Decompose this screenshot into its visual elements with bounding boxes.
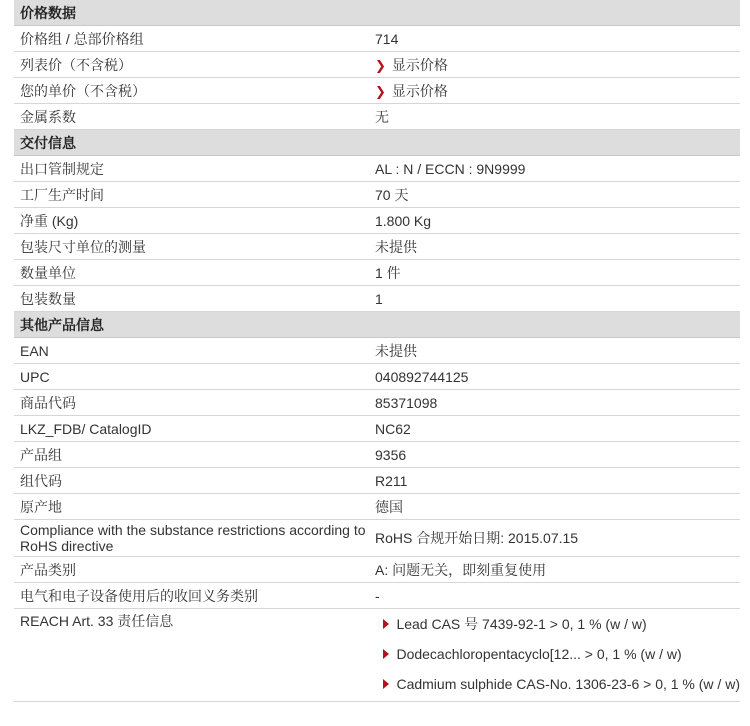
table-row bbox=[14, 468, 740, 494]
row-label: 商品代码 bbox=[20, 394, 76, 411]
table-row bbox=[14, 52, 740, 78]
table-row bbox=[14, 338, 740, 364]
row-label: 净重 (Kg) bbox=[20, 212, 79, 229]
show-list-price-link[interactable] bbox=[369, 55, 740, 75]
row-label: 列表价（不含税） bbox=[20, 56, 132, 73]
row-label: 金属系数 bbox=[20, 108, 76, 125]
table-row bbox=[14, 416, 740, 442]
table-row bbox=[14, 234, 740, 260]
reach-substance-link[interactable] bbox=[383, 639, 740, 669]
row-value: 1 件 bbox=[375, 264, 401, 281]
row-label: 产品组 bbox=[20, 446, 62, 463]
table-row bbox=[14, 78, 740, 104]
row-value: 无 bbox=[375, 108, 389, 125]
row-label: Compliance with the substance restrictions according to RoHS directive bbox=[20, 522, 366, 554]
table-row bbox=[14, 26, 740, 52]
link-label[interactable]: 显示价格 bbox=[391, 82, 448, 99]
substance-label[interactable]: Cadmium sulphide CAS-No. 1306-23-6 > 0, 1 % (w / w) bbox=[396, 676, 740, 692]
table-row bbox=[14, 364, 740, 390]
section-header-delivery: 交付信息 bbox=[14, 130, 740, 156]
row-value: - bbox=[375, 587, 380, 604]
reach-row bbox=[14, 609, 740, 702]
section-header-other: 其他产品信息 bbox=[14, 312, 740, 338]
row-label: REACH Art. 33 责任信息 bbox=[20, 613, 174, 629]
row-label: 包装数量 bbox=[20, 290, 76, 307]
row-label: 包装尺寸单位的测量 bbox=[20, 238, 146, 255]
row-value: 1 bbox=[375, 290, 383, 307]
chevron-right-icon: ❯ bbox=[375, 57, 386, 73]
row-label: LKZ_FDB/ CatalogID bbox=[20, 420, 152, 437]
table-row bbox=[14, 494, 740, 520]
product-data-table bbox=[14, 0, 740, 702]
table-row bbox=[14, 442, 740, 468]
table-row bbox=[14, 520, 740, 557]
show-unit-price-link[interactable] bbox=[369, 81, 740, 101]
table-row bbox=[14, 390, 740, 416]
table-row bbox=[14, 286, 740, 312]
triangle-right-icon bbox=[383, 619, 389, 629]
row-label: 电气和电子设备使用后的收回义务类别 bbox=[20, 587, 258, 604]
table-row bbox=[14, 583, 740, 609]
row-value: 9356 bbox=[375, 446, 407, 463]
table-row bbox=[14, 182, 740, 208]
reach-substance-list bbox=[352, 609, 740, 701]
row-value: 714 bbox=[375, 30, 399, 47]
row-value: A: 问题无关，即刻重复使用 bbox=[375, 561, 547, 578]
row-value: NC62 bbox=[375, 420, 411, 437]
row-value: 未提供 bbox=[375, 238, 417, 255]
row-label: 您的单价（不含税） bbox=[20, 82, 146, 99]
triangle-right-icon bbox=[383, 649, 389, 659]
row-value: 040892744125 bbox=[375, 368, 469, 385]
table-row bbox=[14, 557, 740, 583]
row-value: 德国 bbox=[375, 498, 403, 515]
triangle-right-icon bbox=[383, 679, 389, 689]
row-value: R211 bbox=[375, 472, 408, 489]
row-value: 85371098 bbox=[375, 394, 438, 411]
table-row bbox=[14, 260, 740, 286]
section-header-price: 价格数据 bbox=[14, 0, 740, 26]
row-label: UPC bbox=[20, 368, 50, 385]
row-value: 70 天 bbox=[375, 186, 409, 203]
row-label: EAN bbox=[20, 342, 49, 359]
substance-label[interactable]: Dodecachloropentacyclo[12... > 0, 1 % (w / w) bbox=[396, 646, 682, 662]
row-label: 原产地 bbox=[20, 498, 62, 515]
table-row bbox=[14, 208, 740, 234]
row-label: 价格组 / 总部价格组 bbox=[20, 30, 144, 47]
substance-label[interactable]: Lead CAS 号 7439-92-1 > 0, 1 % (w / w) bbox=[396, 616, 647, 632]
row-value: 1.800 Kg bbox=[375, 212, 432, 229]
reach-substance-link[interactable] bbox=[383, 609, 740, 639]
link-label[interactable]: 显示价格 bbox=[391, 56, 448, 73]
row-value: 未提供 bbox=[375, 342, 417, 359]
reach-substance-link[interactable] bbox=[383, 669, 740, 699]
table-row bbox=[14, 104, 740, 130]
row-label: 工厂生产时间 bbox=[20, 186, 104, 203]
chevron-right-icon: ❯ bbox=[375, 83, 386, 99]
row-value: AL : N / ECCN : 9N9999 bbox=[375, 160, 526, 177]
row-label: 产品类别 bbox=[20, 561, 76, 578]
row-label: 出口管制规定 bbox=[20, 160, 104, 177]
table-row bbox=[14, 156, 740, 182]
row-label: 组代码 bbox=[20, 472, 62, 489]
row-value: RoHS 合规开始日期: 2015.07.15 bbox=[375, 530, 579, 546]
row-label: 数量单位 bbox=[20, 264, 76, 281]
